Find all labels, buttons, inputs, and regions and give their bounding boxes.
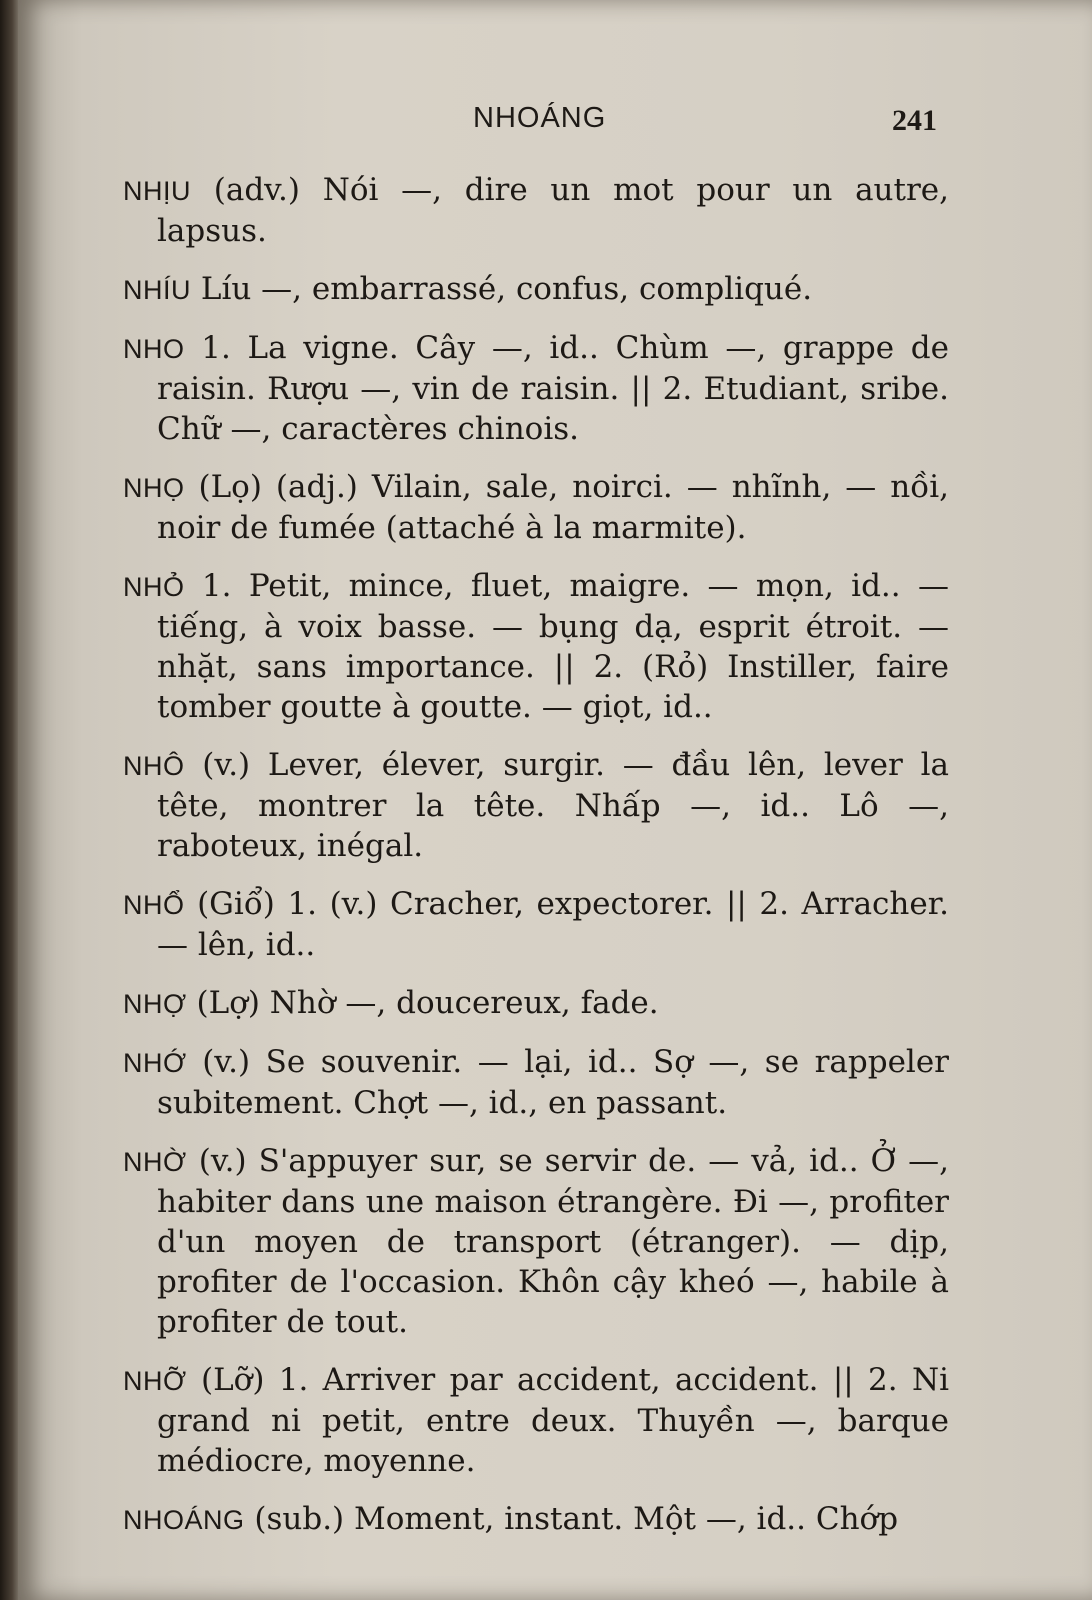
entry-definition: (Lọ) (adj.) Vilain, sale, noirci. — nhĩnh, — nồi, noir de fumée (attaché à la marmite). <box>157 469 949 546</box>
entry-headword: NHOÁNG <box>123 1505 245 1535</box>
entry-definition: Líu —, embarrassé, confus, compliqué. <box>200 271 813 307</box>
entry-definition: (adv.) Nói —, dire un mot pour un autre, lapsus. <box>157 172 949 249</box>
entry-headword: NHỚ <box>123 1048 187 1078</box>
dictionary-entry <box>123 269 949 310</box>
entry-definition: (Giổ) 1. (v.) Cracher, expectorer. || 2. Arracher. — lên, id.. <box>157 886 950 963</box>
dictionary-entry <box>123 884 949 965</box>
entry-headword: NHÍU <box>123 275 191 305</box>
entry-headword: NHỜ <box>123 1147 187 1177</box>
entry-headword: NHỎ <box>123 572 185 602</box>
dictionary-entry <box>123 1360 949 1481</box>
entry-definition: (sub.) Moment, instant. Một —, id.. Chớp <box>254 1501 899 1537</box>
dictionary-entry <box>123 1141 949 1342</box>
entry-definition: (Lỡ) 1. Arriver par accident, accident. || 2. Ni grand ni petit, entre deux. Thuyền —, barque médiocre, moyenne. <box>157 1362 949 1479</box>
entry-headword: NHỔ <box>123 890 185 920</box>
dictionary-entry <box>123 1499 949 1540</box>
entry-headword: NHO <box>123 334 185 364</box>
dictionary-entry <box>123 745 949 866</box>
entry-headword: NHỊU <box>123 176 191 206</box>
entry-definition: (v.) S'appuyer sur, se servir de. — vả, id.. Ở —, habiter dans une maison étrangère. Đi —, profiter d'un moyen de transport (étranger). — dịp, profiter de l'occasion. Khôn cậy kheó —, habile à profiter de tout. <box>157 1143 949 1340</box>
entry-headword: NHỠ <box>123 1366 187 1396</box>
dictionary-entry <box>123 1042 949 1123</box>
entry-definition: (Lợ) Nhờ —, doucereux, fade. <box>196 985 659 1021</box>
dictionary-entry <box>123 983 949 1024</box>
entry-definition: (v.) Lever, élever, surgir. — đầu lên, lever la tête, montrer la tête. Nhấp —, id.. Lô —, raboteux, inégal. <box>157 747 949 864</box>
dictionary-entry <box>123 328 949 449</box>
dictionary-entry <box>123 467 949 548</box>
entry-headword: NHÔ <box>123 751 185 781</box>
page-number: 241 <box>892 104 937 137</box>
entry-definition: 1. Petit, mince, fluet, maigre. — mọn, id.. — tiếng, à voix basse. — bụng dạ, esprit étroit. — nhặt, sans importance. || 2. (Rỏ) Instiller, faire tomber goutte à goutte. — giọt, id.. <box>157 568 949 725</box>
entry-headword: NHỌ <box>123 473 185 503</box>
entry-definition: (v.) Se souvenir. — lại, id.. Sợ —, se rappeler subitement. Chợt —, id., en passant. <box>157 1044 949 1121</box>
book-page <box>18 0 1092 1600</box>
entry-definition: 1. La vigne. Cây —, id.. Chùm —, grappe de raisin. Rượu —, vin de raisin. || 2. Etudiant, sribe. Chữ —, caractères chinois. <box>157 330 949 447</box>
dictionary-entry <box>123 170 949 251</box>
dictionary-entry <box>123 566 949 727</box>
running-head: NHOÁNG <box>473 102 607 134</box>
dictionary-entries <box>123 170 949 1558</box>
page-header <box>138 100 937 144</box>
entry-headword: NHỢ <box>123 989 187 1019</box>
